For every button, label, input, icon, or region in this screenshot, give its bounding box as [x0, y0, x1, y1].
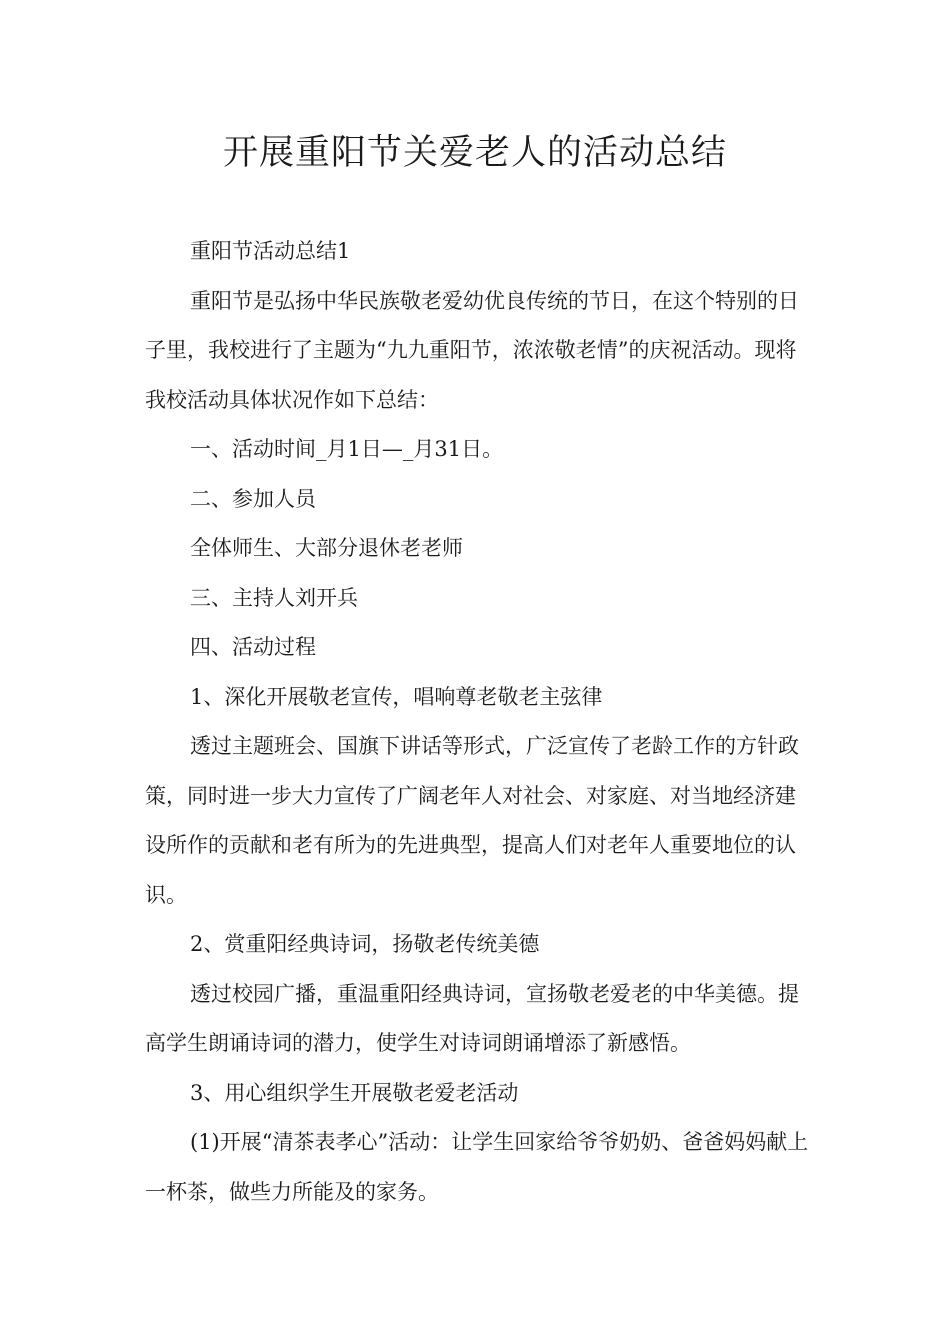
paragraph-3: (1)开展“清茶表孝心”活动：让学生回家给爷爷奶奶、爸爸妈妈献上一杯茶，做些力所能及的家务。 — [145, 1130, 809, 1204]
paragraph-1: 透过主题班会、国旗下讲话等形式，广泛宣传了老龄工作的方针政策，同时进一步大力宣传了广阔老年人对社会、对家庭、对当地经济建设所作的贡献和老有所为的先进典型，提高人们对老年人重要地位的认识。 — [145, 734, 799, 907]
subheading-1: 1、深化开展敬老宣传，唱响尊老敬老主弦律 — [190, 684, 603, 709]
activity-time: 一、活动时间_月1日—_月31日。 — [190, 437, 504, 461]
subheading-2: 2、赏重阳经典诗词，扬敬老传统美德 — [190, 932, 540, 956]
participants-heading: 二、参加人员 — [190, 486, 316, 511]
intro-paragraph: 重阳节是弘扬中华民族敬老爱幼优良传统的节日，在这个特别的日子里，我校进行了主题为“九九重阳节，浓浓敬老情”的庆祝活动。现将我校活动具体状况作如下总结： — [145, 288, 799, 412]
subheading-3: 3、用心组织学生开展敬老爱老活动 — [190, 1080, 519, 1105]
document-title: 开展重阳节关爱老人的活动总结 — [222, 133, 727, 173]
process-heading: 四、活动过程 — [190, 635, 316, 659]
paragraph-2: 透过校园广播，重温重阳经典诗词，宣扬敬老爱老的中华美德。提高学生朗诵诗词的潜力，使学生对诗词朗诵增添了新感悟。 — [145, 981, 799, 1055]
document-body — [145, 227, 810, 1217]
section-heading: 重阳节活动总结1 — [190, 239, 351, 263]
host-line: 三、主持人刘开兵 — [190, 585, 358, 610]
participants-text: 全体师生、大部分退休老老师 — [190, 536, 463, 560]
